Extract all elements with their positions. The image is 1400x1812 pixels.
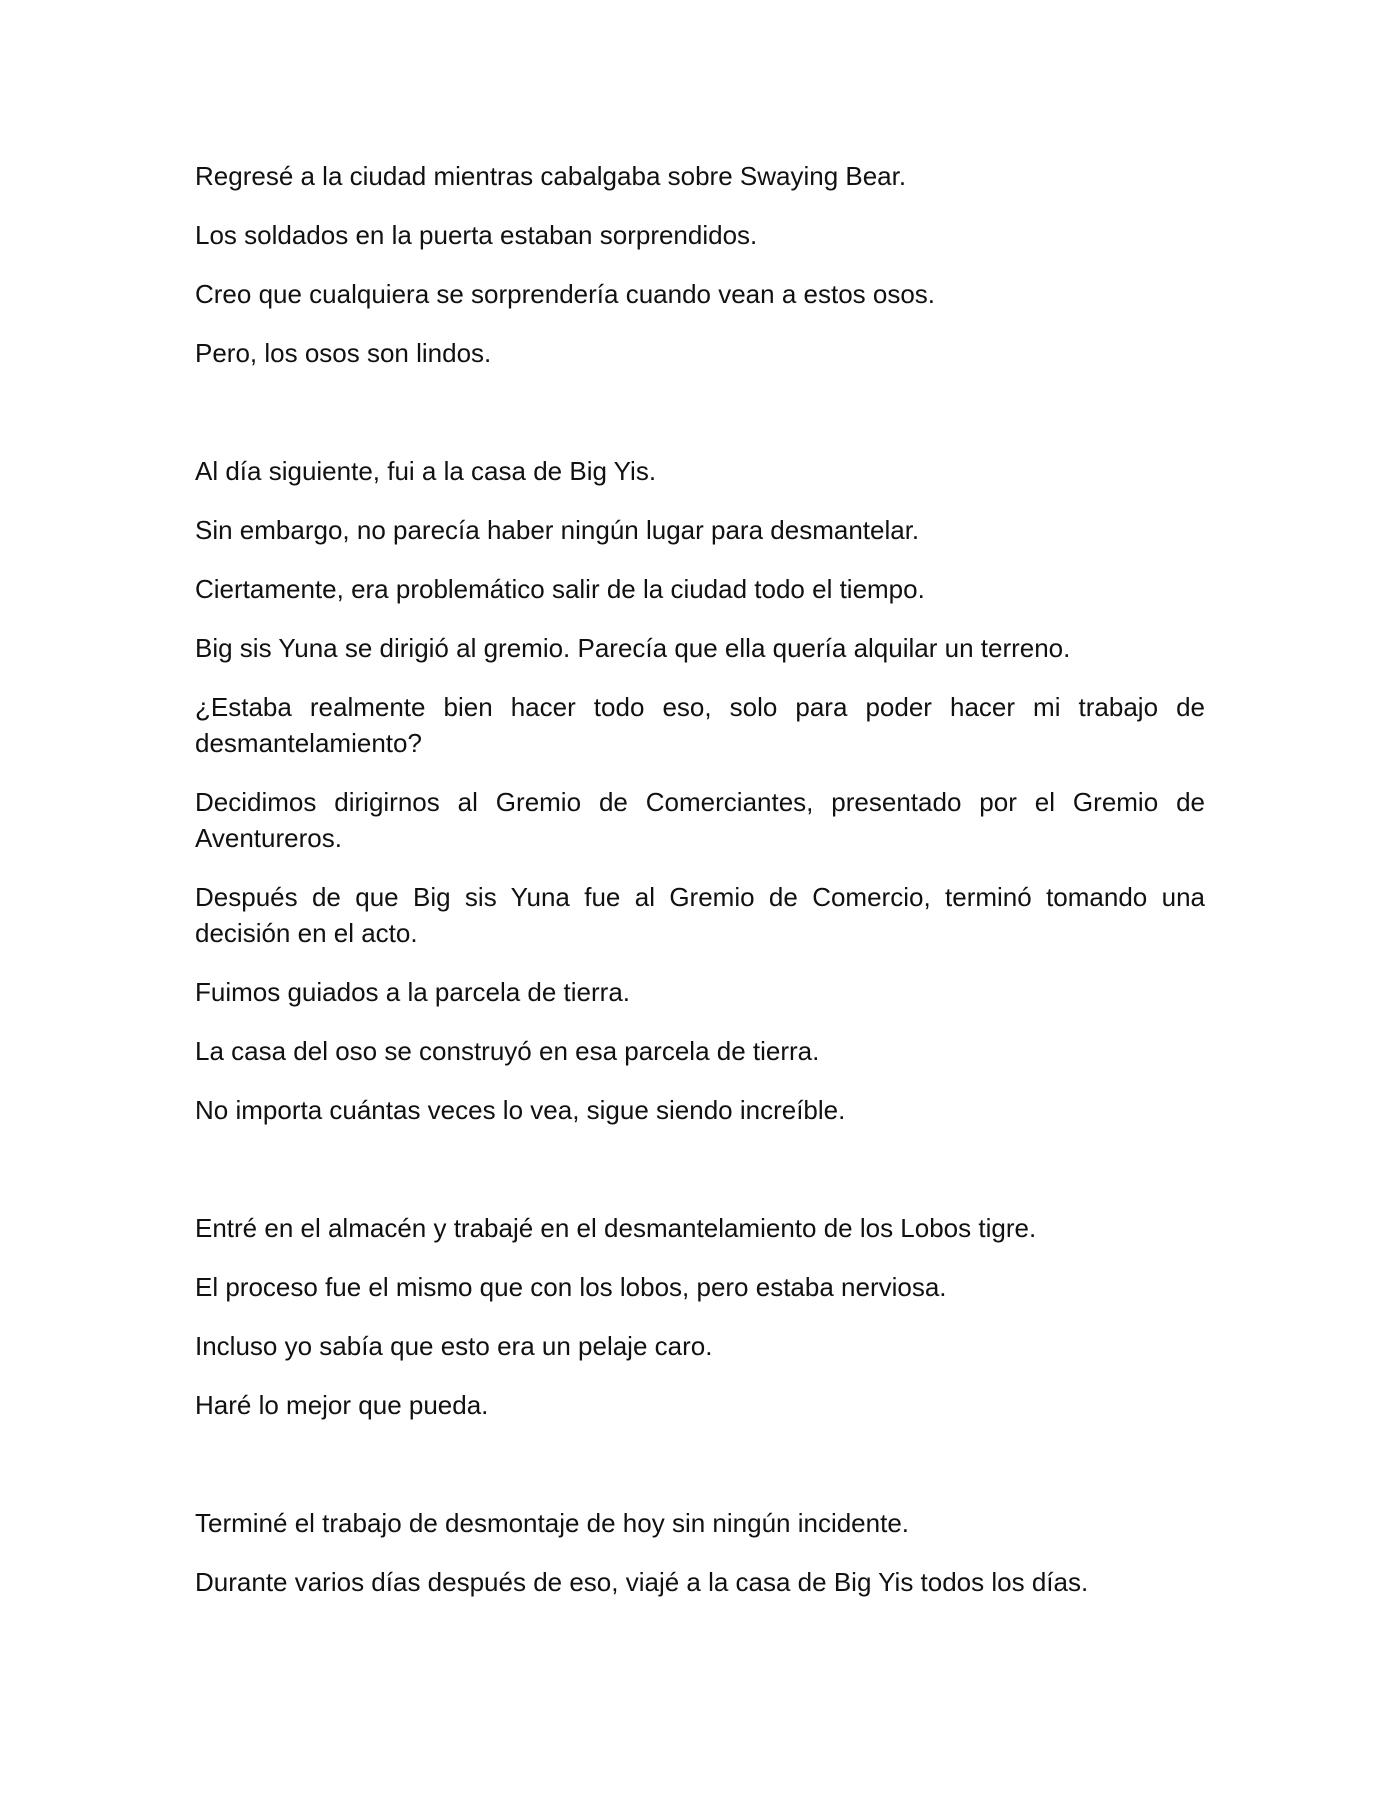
document-page — [195, 158, 1205, 1623]
paragraph: Big sis Yuna se dirigió al gremio. Parecía que ella quería alquilar un terreno. — [195, 633, 1071, 663]
paragraph: ¿Estaba realmente bien hacer todo eso, solo para poder hacer mi trabajo de desmantelamiento? — [195, 692, 1205, 758]
paragraph: Durante varios días después de eso, viajé a la casa de Big Yis todos los días. — [195, 1567, 1089, 1597]
paragraph: El proceso fue el mismo que con los lobos, pero estaba nerviosa. — [195, 1272, 947, 1302]
paragraph: Al día siguiente, fui a la casa de Big Yis. — [195, 456, 657, 486]
paragraph: Pero, los osos son lindos. — [195, 338, 492, 368]
section-4 — [195, 1505, 1205, 1600]
paragraph: Incluso yo sabía que esto era un pelaje caro. — [195, 1331, 713, 1361]
paragraph: Sin embargo, no parecía haber ningún lugar para desmantelar. — [195, 515, 920, 545]
paragraph: Después de que Big sis Yuna fue al Gremio de Comercio, terminó tomando una decisión en el acto. — [195, 882, 1205, 948]
paragraph: La casa del oso se construyó en esa parcela de tierra. — [195, 1036, 820, 1066]
paragraph: Fuimos guiados a la parcela de tierra. — [195, 977, 631, 1007]
paragraph: Entré en el almacén y trabajé en el desmantelamiento de los Lobos tigre. — [195, 1213, 1037, 1243]
paragraph: Los soldados en la puerta estaban sorprendidos. — [195, 220, 758, 250]
paragraph: Terminé el trabajo de desmontaje de hoy sin ningún incidente. — [195, 1508, 910, 1538]
paragraph: Decidimos dirigirnos al Gremio de Comerciantes, presentado por el Gremio de Aventureros. — [195, 787, 1205, 853]
paragraph: Ciertamente, era problemático salir de la ciudad todo el tiempo. — [195, 574, 925, 604]
section-2 — [195, 453, 1205, 1128]
paragraph: Regresé a la ciudad mientras cabalgaba sobre Swaying Bear. — [195, 161, 907, 191]
section-3 — [195, 1210, 1205, 1423]
paragraph: Creo que cualquiera se sorprendería cuando vean a estos osos. — [195, 279, 936, 309]
paragraph: No importa cuántas veces lo vea, sigue siendo increíble. — [195, 1095, 846, 1125]
paragraph: Haré lo mejor que pueda. — [195, 1390, 489, 1420]
section-1 — [195, 158, 1205, 371]
